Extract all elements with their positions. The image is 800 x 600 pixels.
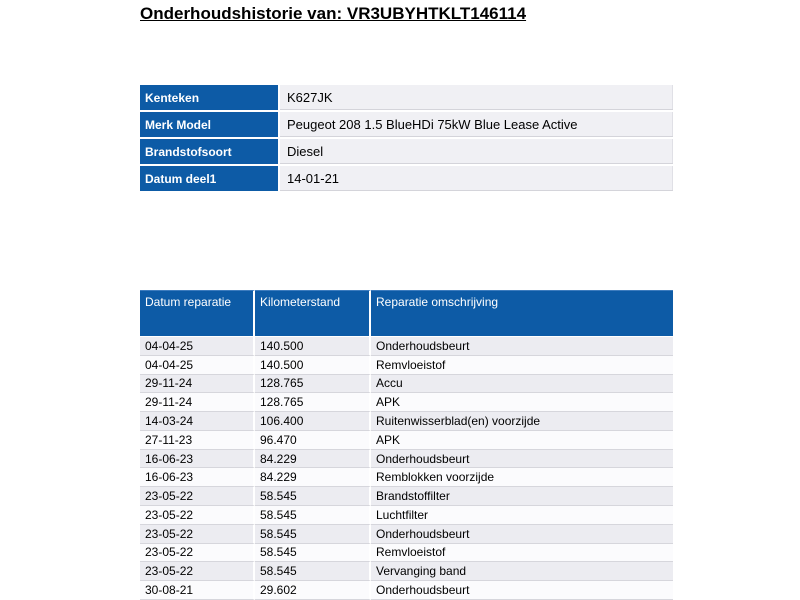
cell-kilometerstand: 96.470 xyxy=(255,431,371,450)
info-row xyxy=(140,112,673,139)
cell-reparatie-omschrijving: Brandstoffilter xyxy=(371,487,673,506)
column-header-reparatie-omschrijving: Reparatie omschrijving xyxy=(371,290,673,337)
info-row xyxy=(140,85,673,112)
repair-history-header-row xyxy=(140,290,673,337)
table-row xyxy=(140,562,673,581)
cell-datum-reparatie: 23-05-22 xyxy=(140,506,255,525)
column-header-kilometerstand: Kilometerstand xyxy=(255,290,371,337)
table-row xyxy=(140,375,673,394)
cell-datum-reparatie: 27-11-23 xyxy=(140,431,255,450)
cell-datum-reparatie: 23-05-22 xyxy=(140,544,255,563)
cell-kilometerstand: 84.229 xyxy=(255,468,371,487)
cell-datum-reparatie: 29-11-24 xyxy=(140,375,255,394)
column-header-datum-reparatie: Datum reparatie xyxy=(140,290,255,337)
info-value-brandstofsoort: Diesel xyxy=(280,139,673,166)
cell-reparatie-omschrijving: Accu xyxy=(371,375,673,394)
cell-reparatie-omschrijving: Remvloeistof xyxy=(371,544,673,563)
cell-reparatie-omschrijving: APK xyxy=(371,393,673,412)
cell-kilometerstand: 58.545 xyxy=(255,562,371,581)
cell-datum-reparatie: 23-05-22 xyxy=(140,562,255,581)
cell-reparatie-omschrijving: Onderhoudsbeurt xyxy=(371,525,673,544)
cell-datum-reparatie: 14-03-24 xyxy=(140,412,255,431)
cell-datum-reparatie: 30-08-21 xyxy=(140,581,255,600)
table-row xyxy=(140,544,673,563)
cell-reparatie-omschrijving: Luchtfilter xyxy=(371,506,673,525)
cell-datum-reparatie: 23-05-22 xyxy=(140,525,255,544)
vehicle-info-table xyxy=(140,85,673,193)
table-row xyxy=(140,450,673,469)
repair-history-table xyxy=(140,290,673,600)
table-row xyxy=(140,337,673,356)
info-label-datum-deel1: Datum deel1 xyxy=(140,166,280,193)
table-row xyxy=(140,393,673,412)
cell-reparatie-omschrijving: Onderhoudsbeurt xyxy=(371,337,673,356)
cell-kilometerstand: 29.602 xyxy=(255,581,371,600)
table-row xyxy=(140,468,673,487)
table-row xyxy=(140,581,673,600)
cell-kilometerstand: 84.229 xyxy=(255,450,371,469)
cell-reparatie-omschrijving: Ruitenwisserblad(en) voorzijde xyxy=(371,412,673,431)
cell-reparatie-omschrijving: Onderhoudsbeurt xyxy=(371,581,673,600)
info-value-merk-model: Peugeot 208 1.5 BlueHDi 75kW Blue Lease Active xyxy=(280,112,673,139)
table-row xyxy=(140,506,673,525)
page-title: Onderhoudshistorie van: VR3UBYHTKLT146114 xyxy=(140,4,527,23)
cell-kilometerstand: 106.400 xyxy=(255,412,371,431)
info-row xyxy=(140,139,673,166)
cell-kilometerstand: 58.545 xyxy=(255,487,371,506)
table-row xyxy=(140,487,673,506)
cell-datum-reparatie: 16-06-23 xyxy=(140,468,255,487)
cell-reparatie-omschrijving: Remvloeistof xyxy=(371,356,673,375)
cell-reparatie-omschrijving: Vervanging band xyxy=(371,562,673,581)
info-value-datum-deel1: 14-01-21 xyxy=(280,166,673,193)
table-row xyxy=(140,356,673,375)
cell-datum-reparatie: 16-06-23 xyxy=(140,450,255,469)
cell-kilometerstand: 140.500 xyxy=(255,337,371,356)
cell-reparatie-omschrijving: Onderhoudsbeurt xyxy=(371,450,673,469)
cell-datum-reparatie: 04-04-25 xyxy=(140,356,255,375)
cell-datum-reparatie: 04-04-25 xyxy=(140,337,255,356)
table-row xyxy=(140,525,673,544)
table-row xyxy=(140,431,673,450)
cell-reparatie-omschrijving: APK xyxy=(371,431,673,450)
info-label-kenteken: Kenteken xyxy=(140,85,280,112)
table-row xyxy=(140,412,673,431)
cell-datum-reparatie: 23-05-22 xyxy=(140,487,255,506)
cell-kilometerstand: 128.765 xyxy=(255,375,371,394)
cell-kilometerstand: 58.545 xyxy=(255,506,371,525)
cell-kilometerstand: 128.765 xyxy=(255,393,371,412)
cell-kilometerstand: 140.500 xyxy=(255,356,371,375)
info-label-brandstofsoort: Brandstofsoort xyxy=(140,139,280,166)
cell-kilometerstand: 58.545 xyxy=(255,544,371,563)
cell-datum-reparatie: 29-11-24 xyxy=(140,393,255,412)
info-value-kenteken: K627JK xyxy=(280,85,673,112)
cell-kilometerstand: 58.545 xyxy=(255,525,371,544)
info-label-merk-model: Merk Model xyxy=(140,112,280,139)
cell-reparatie-omschrijving: Remblokken voorzijde xyxy=(371,468,673,487)
info-row xyxy=(140,166,673,193)
